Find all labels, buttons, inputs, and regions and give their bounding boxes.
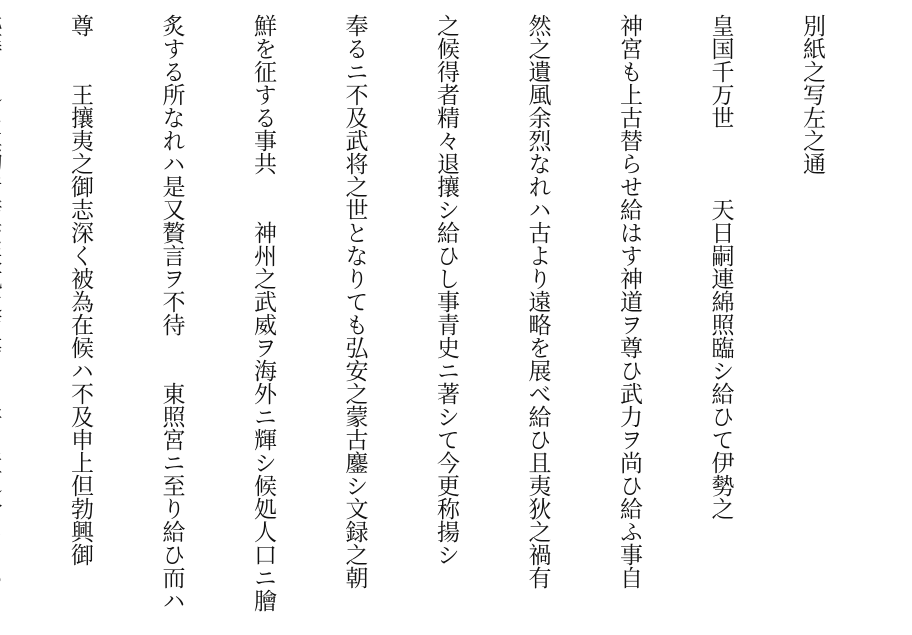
- text-column: 鮮を征する事共 神州之武威ヲ海外ニ輝シ候処人口ニ膾: [250, 14, 276, 612]
- text-column: [0, 14, 4, 562]
- text-column: 然之遺風余烈なれハ古より遠略を展べ給ひ且夷狄之禍有: [524, 14, 551, 589]
- text-column: 之候得者精々退攘シ給ひし事青史ニ著シて今更称揚シ: [433, 14, 459, 566]
- text-column: 別紙之写左之通: [799, 14, 825, 175]
- text-column: 炙する所なれハ是又贅言ヲ不待 東照宮ニ至り給ひ而ハ: [158, 14, 185, 612]
- text-column: 尊 王攘夷之御志深く被為在候ハ不及申上但勃興御: [67, 14, 93, 566]
- text-column: 皇国千万世 天日嗣連綿照臨シ給ひて伊勢之: [707, 14, 734, 520]
- text-column: 神宮も上古替らせ給はす神道ヲ尊ひ武力ヲ尚ひ給ふ事自: [616, 14, 642, 589]
- text-column: 奉るニ不及武将之世となりても弘安之蒙古鏖シ文録之朝: [341, 14, 368, 589]
- vertical-text-body: [0, 14, 888, 612]
